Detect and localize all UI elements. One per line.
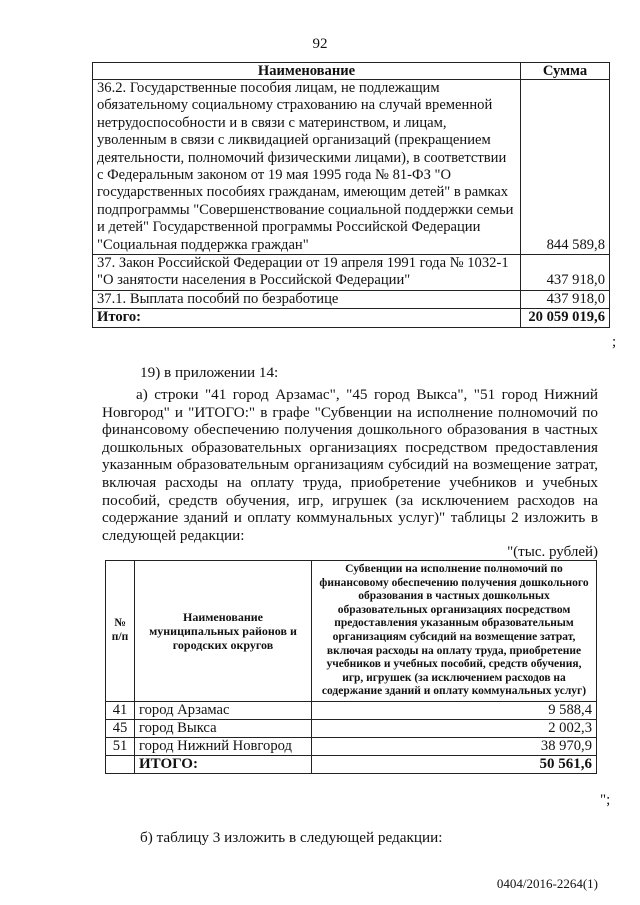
col-header-name: Наименование муниципальных районов и городских округов: [135, 561, 312, 702]
row-num: 41: [106, 701, 135, 719]
table-row: [106, 719, 597, 737]
total-label: ИТОГО:: [135, 755, 312, 773]
row-value: 2 002,3: [312, 719, 597, 737]
total-sum: 20 059 019,6: [521, 309, 610, 327]
row-num: 51: [106, 737, 135, 755]
col-header-sum: Сумма: [521, 63, 610, 80]
table-row: [93, 80, 610, 255]
total-value: 50 561,6: [312, 755, 597, 773]
subventions-table: [105, 560, 597, 774]
table-row: [93, 290, 610, 308]
total-num: [106, 755, 135, 773]
row-sum: 437 918,0: [521, 255, 610, 291]
table-header-row: [93, 63, 610, 80]
row-num: 45: [106, 719, 135, 737]
table-row: [106, 701, 597, 719]
total-label: Итого:: [93, 309, 521, 327]
row-sum: 437 918,0: [521, 290, 610, 308]
page-number: 92: [312, 36, 328, 52]
document-number: 0404/2016-2264(1): [496, 876, 598, 891]
table2-end-mark: ";: [600, 792, 611, 808]
total-row: [93, 309, 610, 327]
row-name: 36.2. Государственные пособия лицам, не подлежащим обязательному социальному страхованию на случай временной нетрудоспособности и в связи с материнством, и лицам, уволенным в связи с ликвидацией организаций (прекращением деятельности, полномочий физическими лицами), в соответствии с Федеральным законом от 19 мая 1995 года № 81-ФЗ "О государственных пособиях гражданам, имеющим детей" в рамках подпрограммы "Совершенствование социальной поддержки семьи и детей" Государственной программы Российской Федерации "Социальная поддержка граждан": [93, 80, 521, 255]
row-name: город Арзамас: [135, 701, 312, 719]
table-header-row: [106, 561, 597, 702]
expenses-table: [92, 62, 610, 328]
row-name: город Нижний Новгород: [135, 737, 312, 755]
row-value: 38 970,9: [312, 737, 597, 755]
col-header-num: № п/п: [106, 561, 135, 702]
col-header-name: Наименование: [93, 63, 521, 80]
table-row: [93, 255, 610, 291]
row-name: 37. Закон Российской Федерации от 19 апреля 1991 года № 1032-1 "О занятости населения в Российской Федерации": [93, 255, 521, 291]
row-value: 9 588,4: [312, 701, 597, 719]
row-sum: 844 589,8: [521, 80, 610, 255]
row-name: 37.1. Выплата пособий по безработице: [93, 290, 521, 308]
row-name: город Выкса: [135, 719, 312, 737]
paragraph-19: 19) в приложении 14:: [140, 364, 279, 381]
total-row: [106, 755, 597, 773]
paragraph-b: б) таблицу 3 изложить в следующей редакции:: [140, 829, 443, 846]
col-header-subvention: Субвенции на исполнение полномочий по финансовому обеспечению получения дошкольного образования в частных дошкольных образовательных организациях посредством предоставления указанным образовательным организациям субсидий на возмещение затрат, включая расходы на оплату труда, приобретение учебников и учебных пособий, средств обучения, игр, игрушек (за исключением расходов на содержание зданий и оплату коммунальных услуг): [312, 561, 597, 702]
table-row: [106, 737, 597, 755]
unit-label: "(тыс. рублей): [507, 544, 598, 560]
table1-end-mark: ;: [612, 334, 617, 350]
paragraph-a: а) строки "41 город Арзамас", "45 город Выкса", "51 город Нижний Новгород" и "ИТОГО:" в графе "Субвенции на исполнение полномочий по финансовому обеспечению получения дошкольного образования в частных дошкольных образовательных организациях посредством предоставления указанным образовательным организациям субсидий на возмещение затрат, включая расходы на оплату труда, приобретение учебников и учебных пособий, средств обучения, игр, игрушек (за исключением расходов на содержание зданий и оплату коммунальных услуг)" таблицы 2 изложить в следующей редакции:: [102, 386, 598, 544]
